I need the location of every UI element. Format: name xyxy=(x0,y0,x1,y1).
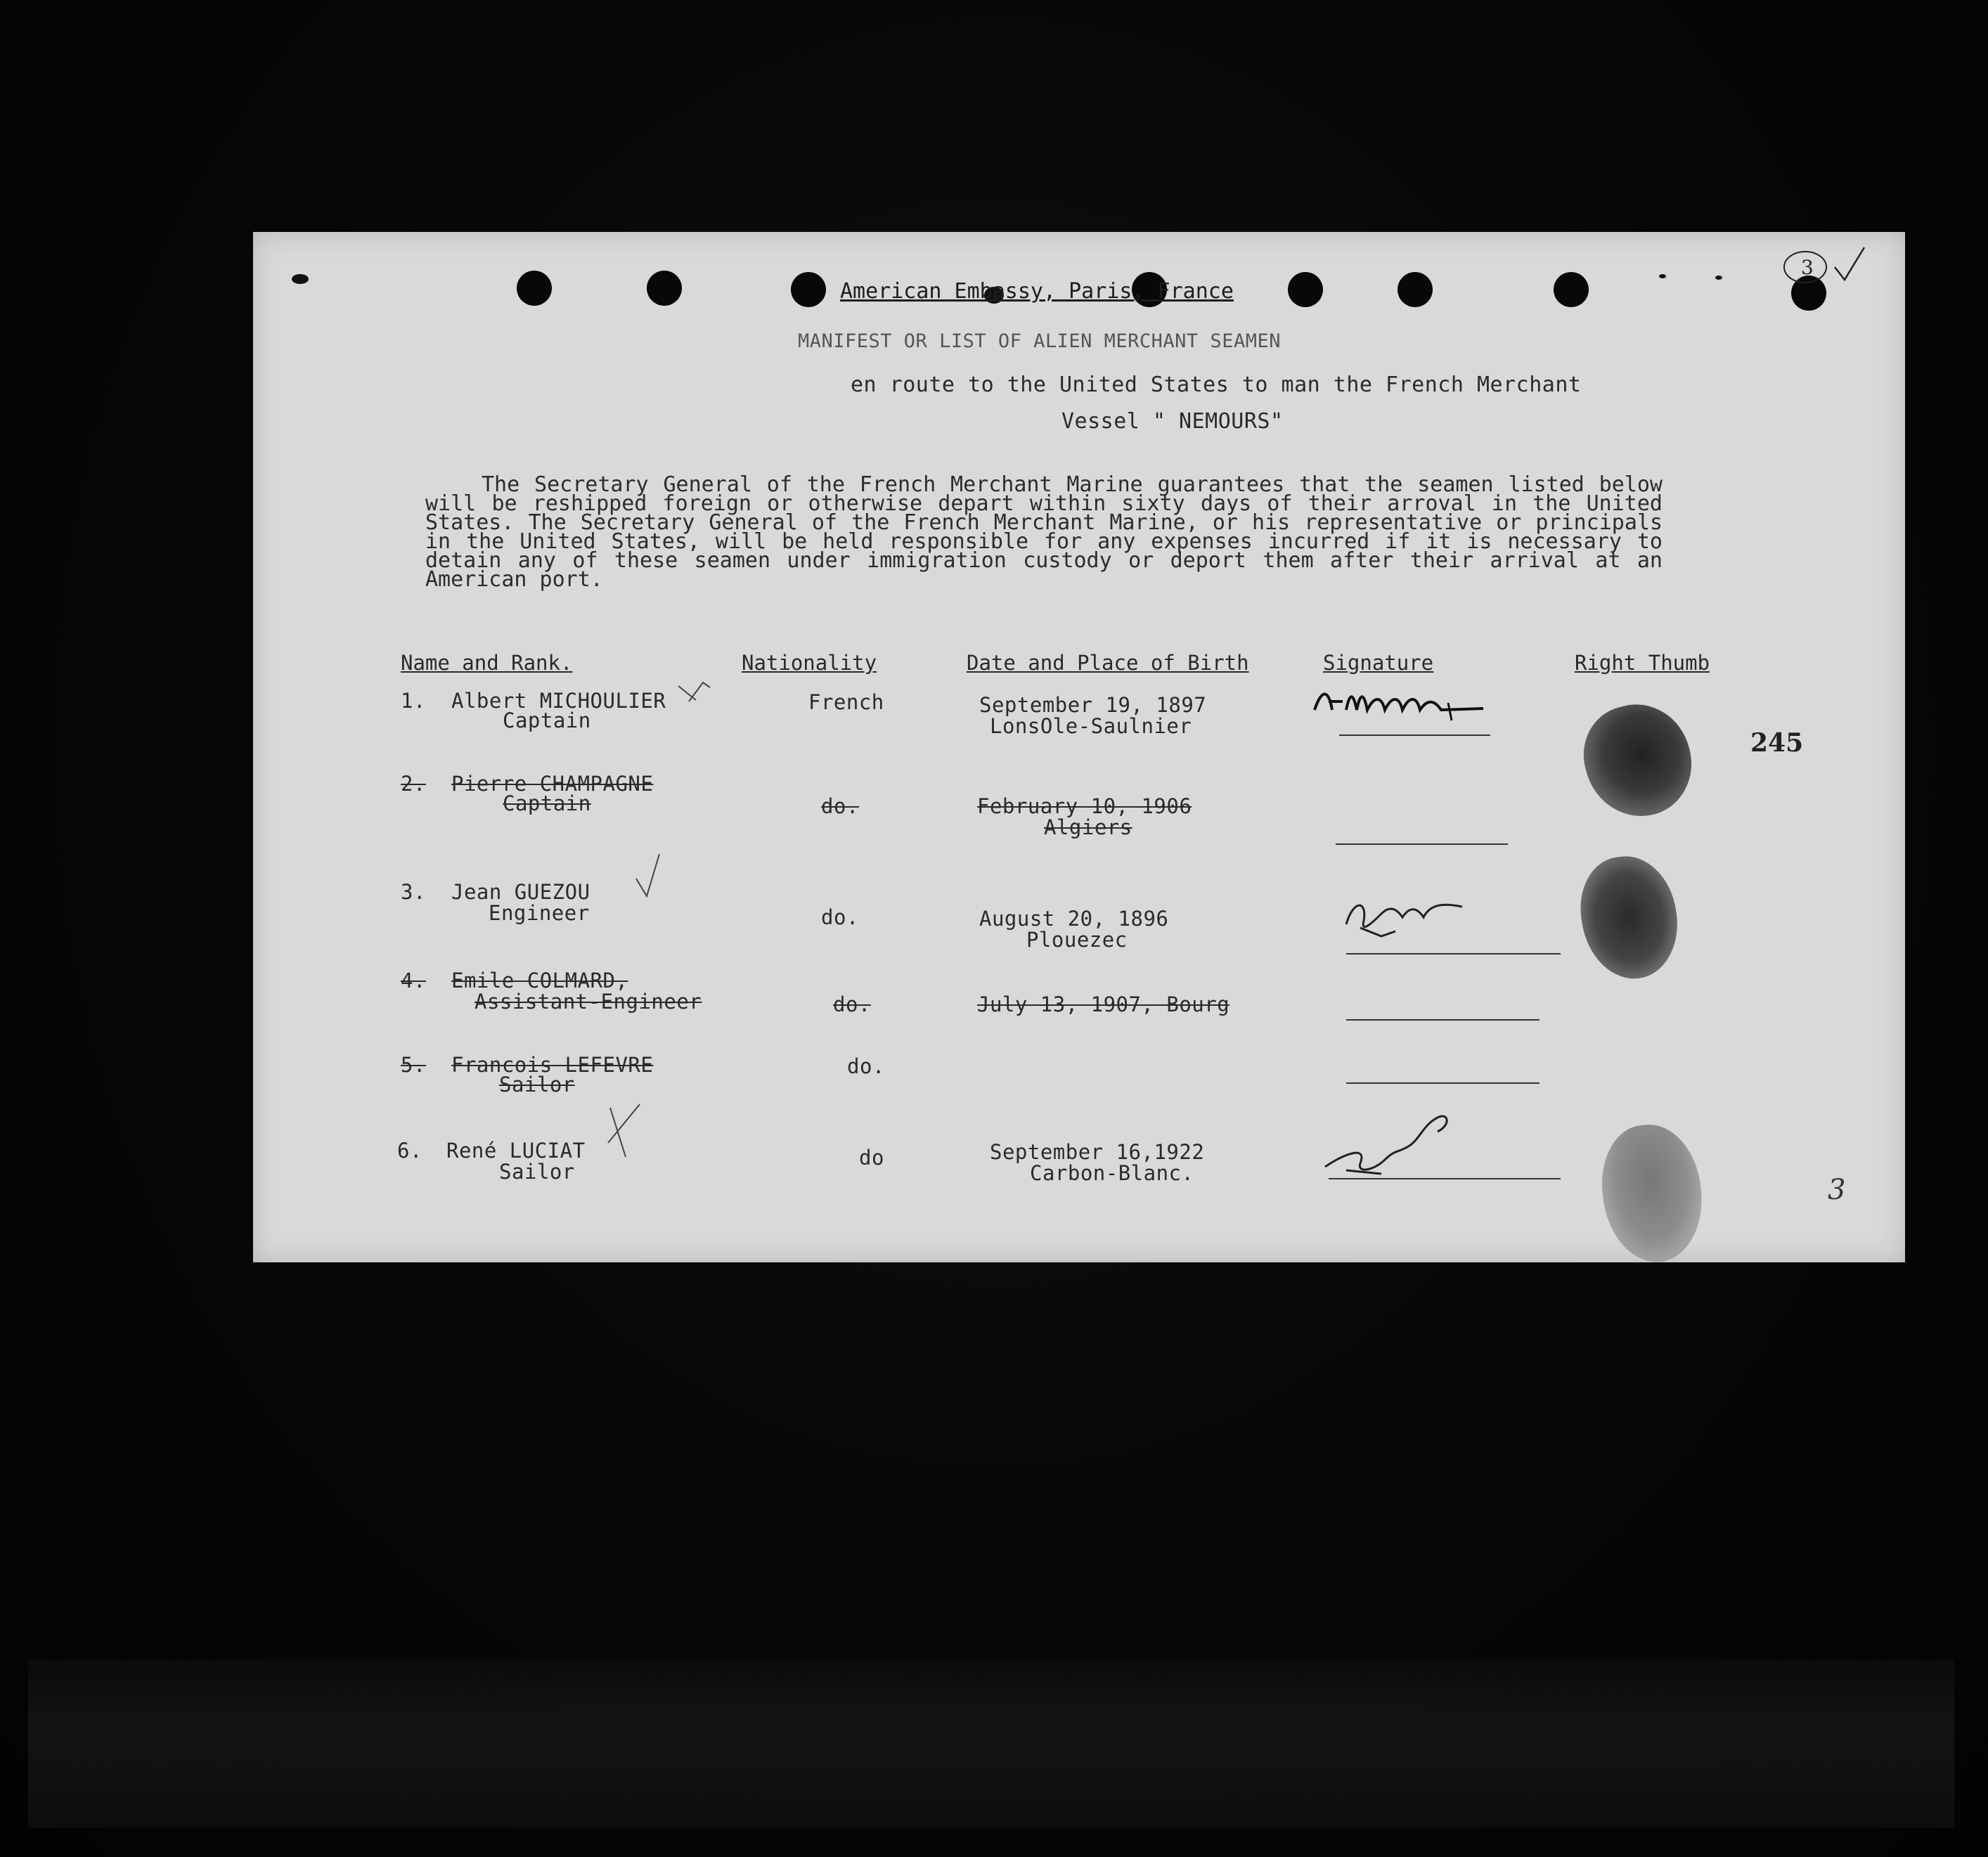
punch-hole xyxy=(1398,272,1433,307)
right-thumbprint xyxy=(1573,692,1703,828)
row-number: 5. xyxy=(401,1053,426,1077)
column-header-name-rank: Name and Rank. xyxy=(401,651,573,675)
right-thumbprint xyxy=(1597,1120,1708,1266)
seaman-name: Pierre CHAMPAGNE xyxy=(451,772,654,796)
birth-date: July 13, 1907, Bourg xyxy=(977,992,1230,1016)
row-number: 1. xyxy=(401,689,426,713)
check-mark-icon xyxy=(675,679,717,707)
column-header-right-thumb: Right Thumb xyxy=(1575,651,1710,675)
ink-speck xyxy=(1659,274,1666,278)
birth-place: Carbon-Blanc. xyxy=(1030,1161,1194,1185)
signature-image xyxy=(1308,682,1490,724)
seaman-nationality: do. xyxy=(821,794,859,818)
check-mark-icon xyxy=(633,850,668,907)
embassy-header: American Embassy, Paris, France xyxy=(840,279,1234,304)
page-number: 245 xyxy=(1750,728,1804,758)
ink-speck xyxy=(1715,276,1722,280)
seaman-name: Francois LEFEVRE xyxy=(451,1053,654,1077)
document-subtitle-line1: en route to the United States to man the French Merchant xyxy=(851,373,1582,397)
seaman-name: Albert MICHOULIER xyxy=(451,689,666,713)
row-number: 4. xyxy=(401,969,426,992)
signature-line xyxy=(1346,1082,1540,1084)
birth-place: LonsOle-Saulnier xyxy=(990,714,1192,738)
signature-line xyxy=(1329,1178,1561,1179)
row-number: 2. xyxy=(401,772,426,796)
ink-speck xyxy=(292,274,309,284)
column-header-signature: Signature xyxy=(1323,651,1434,675)
seaman-name: René LUCIAT xyxy=(446,1139,586,1163)
column-header-nationality: Nationality xyxy=(742,651,877,675)
birth-date: September 16,1922 xyxy=(990,1140,1205,1164)
seaman-nationality: French xyxy=(808,690,884,714)
punch-hole xyxy=(647,271,682,306)
guarantee-paragraph: The Secretary General of the French Merchant Marine guarantees that the seamen listed below will be reshipped foreign or otherwise depart within sixty days of their arroval in the United States. The Secretary General of the French Merchant Marine, or his representative or principals in the United States, will be held responsible for any expenses incurred if it is necessary to detain any of these seamen under immigration custody or deport them after their arrival at an American port. xyxy=(425,472,1663,592)
seaman-rank: Captain xyxy=(503,708,591,732)
signature-line xyxy=(1339,735,1490,736)
signature-line xyxy=(1346,1019,1540,1021)
birth-place: Algiers xyxy=(1044,815,1132,839)
check-mark-icon xyxy=(605,1101,647,1164)
document-subtitle-line2: Vessel " NEMOURS" xyxy=(1061,409,1284,434)
seaman-name: Emile COLMARD, xyxy=(451,969,628,992)
punch-hole xyxy=(1288,272,1323,307)
row-number: 6. xyxy=(397,1139,422,1163)
seaman-name: Jean GUEZOU xyxy=(451,880,590,904)
corner-mark-icon xyxy=(1771,246,1870,302)
birth-date: August 20, 1896 xyxy=(979,907,1169,931)
signature-image xyxy=(1339,893,1466,942)
birth-place: Plouezec xyxy=(1026,928,1128,952)
seaman-rank: Engineer xyxy=(489,901,590,925)
birth-date: September 19, 1897 xyxy=(979,693,1207,717)
punch-hole xyxy=(1554,272,1589,307)
signature-line xyxy=(1346,953,1561,955)
bottom-handwritten-mark: 3 xyxy=(1828,1174,1846,1206)
signature-image xyxy=(1318,1104,1473,1181)
seaman-rank: Sailor xyxy=(499,1073,575,1096)
punch-hole xyxy=(791,272,826,307)
document-title: MANIFEST OR LIST OF ALIEN MERCHANT SEAMEN xyxy=(798,330,1281,352)
birth-date: February 10, 1906 xyxy=(977,794,1192,818)
seaman-rank: Assistant-Engineer xyxy=(475,990,702,1014)
row-number: 3. xyxy=(401,880,426,904)
punch-hole xyxy=(517,271,552,306)
scanner-edge-band xyxy=(28,1659,1954,1827)
right-thumbprint xyxy=(1573,850,1684,985)
seaman-nationality: do. xyxy=(833,992,871,1016)
manifest-document xyxy=(253,232,1905,1262)
signature-line xyxy=(1336,843,1508,845)
column-header-birth: Date and Place of Birth xyxy=(967,651,1249,675)
corner-mark-text: 3 xyxy=(1801,256,1814,279)
seaman-nationality: do xyxy=(859,1146,884,1170)
seaman-rank: Sailor xyxy=(499,1160,575,1184)
seaman-nationality: do. xyxy=(847,1054,885,1078)
seaman-nationality: do. xyxy=(821,905,859,929)
seaman-rank: Captain xyxy=(503,791,591,815)
